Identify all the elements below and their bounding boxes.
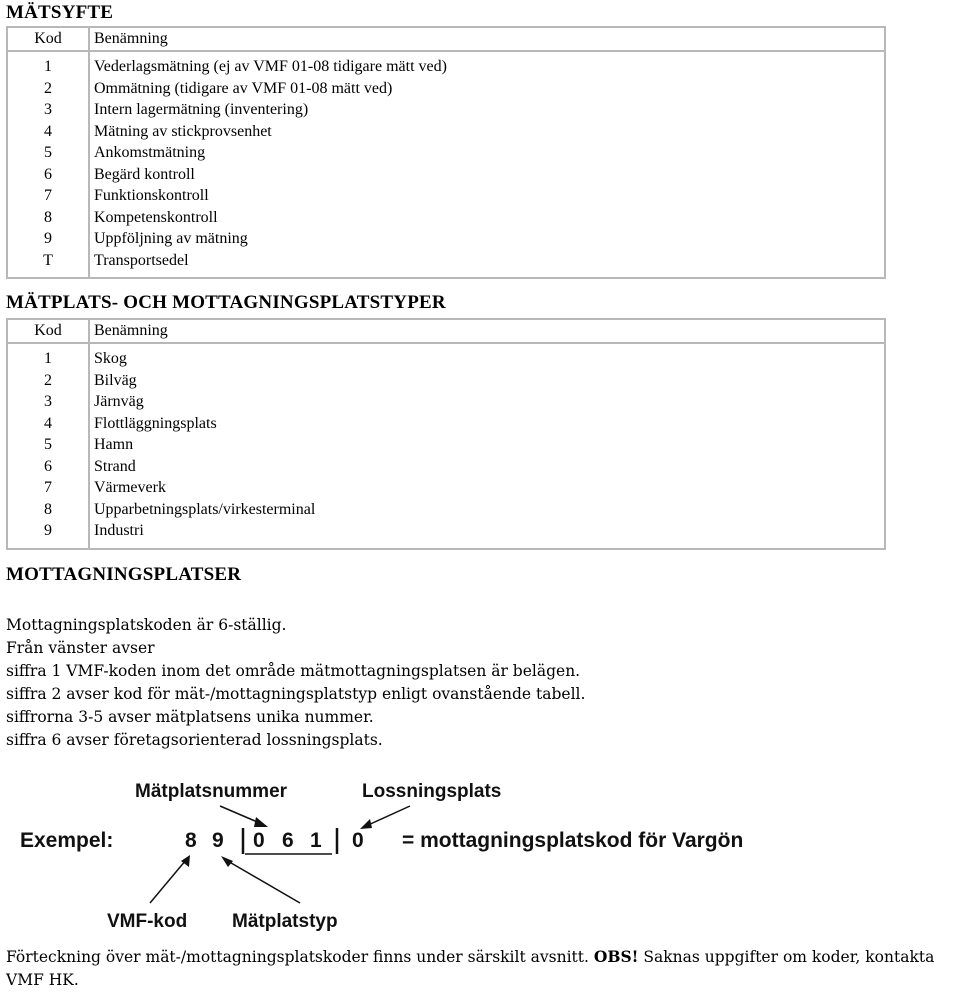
description-line: siffrorna 3-5 avser mätplatsens unika nummer. (6, 708, 374, 726)
example-diagram (0, 770, 960, 940)
mottagningsplatser-intro: Mottagningsplatskoden är 6-ställig. (6, 616, 287, 634)
digit-5: 1 (310, 829, 322, 852)
mottagningsplatser-description (6, 637, 585, 752)
table-row (8, 228, 884, 250)
digit-1: 8 (185, 829, 197, 852)
kod-cell: 9 (8, 228, 90, 250)
kod-cell: 8 (8, 499, 90, 521)
kod-cell: 6 (8, 164, 90, 186)
platstyper-heading: MÄTPLATS- OCH MOTTAGNINGSPLATSTYPER (6, 292, 446, 313)
benamning-cell: Upparbetningsplats/virkesterminal (94, 500, 316, 518)
table-row (8, 520, 884, 548)
kod-cell: T (8, 250, 90, 278)
table-row (8, 185, 884, 207)
arrow-matplatstyp (226, 860, 300, 903)
footer-text: Förteckning över mät-/mottagningsplatskoder finns under särskilt avsnitt. (6, 948, 589, 966)
matplatsnummer-label: Mätplatsnummer (135, 781, 288, 802)
table-row (8, 121, 884, 143)
matsyfte-table (6, 26, 886, 279)
kod-cell: 3 (8, 99, 90, 121)
benamning-cell: Värmeverk (94, 479, 166, 496)
kod-cell: 2 (8, 370, 90, 392)
footer-note (6, 945, 956, 992)
benamning-cell: Ankomstmätning (94, 144, 206, 161)
kod-cell: 2 (8, 78, 90, 100)
kod-cell: 5 (8, 434, 90, 456)
benamning-cell: Uppföljning av mätning (94, 230, 248, 247)
benamning-cell: Transportsedel (94, 251, 189, 269)
table-row (8, 164, 884, 186)
kod-cell: 9 (8, 520, 90, 548)
description-line: siffra 2 avser kod för mät-/mottagningsplatstyp enligt ovanstående tabell. (6, 685, 586, 703)
table-row (8, 250, 884, 278)
table-row (8, 99, 884, 121)
description-line: siffra 1 VMF-koden inom det område mätmottagningsplatsen är belägen. (6, 662, 581, 680)
benamning-cell: Flottläggningsplats (94, 414, 217, 432)
digit-2: 9 (212, 829, 224, 852)
table-row (8, 499, 884, 521)
footer-text-2: Saknas uppgifter om koder, kontakta VMF HK. (6, 948, 935, 989)
benamning-column-header: Benämning (90, 28, 884, 52)
description-line: siffra 6 avser företagsorienterad lossningsplats. (6, 731, 383, 749)
table-row (8, 477, 884, 499)
table-row (8, 456, 884, 478)
matsyfte-heading: MÄTSYFTE (6, 2, 114, 23)
table-header-row (8, 28, 884, 52)
table-row (8, 370, 884, 392)
benamning-cell: Funktionskontroll (94, 187, 209, 204)
kod-column-header: Kod (8, 320, 90, 344)
kod-cell: 1 (8, 52, 90, 78)
vmf-kod-label: VMF-kod (107, 911, 188, 932)
kod-cell: 4 (8, 121, 90, 143)
table-row (8, 207, 884, 229)
table-row (8, 344, 884, 370)
arrow-vmf-kod (150, 860, 186, 903)
benamning-cell: Begärd kontroll (94, 165, 195, 183)
digit-6: 0 (352, 829, 364, 852)
table-row (8, 52, 884, 78)
table-header-row (8, 320, 884, 344)
kod-cell: 7 (8, 477, 90, 499)
arrowhead (254, 817, 268, 827)
description-line: Från vänster avser (6, 639, 155, 657)
benamning-cell: Järnväg (94, 393, 144, 410)
exempel-label: Exempel: (20, 829, 114, 852)
lossningsplats-label: Lossningsplats (362, 781, 502, 802)
table-row (8, 142, 884, 164)
arrow-lossningsplats (366, 806, 410, 826)
benamning-cell: Mätning av stickprovsenhet (94, 122, 272, 140)
benamning-cell: Ommätning (tidigare av VMF 01-08 mätt ved) (94, 79, 393, 97)
kod-cell: 7 (8, 185, 90, 207)
kod-cell: 8 (8, 207, 90, 229)
benamning-cell: Strand (94, 457, 136, 475)
table-row (8, 434, 884, 456)
digit-4: 6 (282, 829, 294, 852)
kod-cell: 4 (8, 413, 90, 435)
table-row (8, 78, 884, 100)
benamning-cell: Industri (94, 522, 144, 539)
digit-3: 0 (253, 829, 265, 852)
arrowhead (221, 856, 233, 867)
result-text: = mottagningsplatskod för Vargön (402, 829, 744, 852)
kod-cell: 6 (8, 456, 90, 478)
benamning-cell: Skog (94, 350, 127, 367)
platstyper-table (6, 318, 886, 550)
table-row (8, 413, 884, 435)
obs-label: OBS! (593, 947, 639, 966)
benamning-column-header: Benämning (90, 320, 884, 344)
mottagningsplatser-heading: MOTTAGNINGSPLATSER (6, 564, 242, 585)
benamning-cell: Kompetenskontroll (94, 208, 218, 226)
benamning-cell: Hamn (94, 436, 134, 453)
benamning-cell: Vederlagsmätning (ej av VMF 01-08 tidigare mätt ved) (94, 58, 447, 75)
kod-cell: 5 (8, 142, 90, 164)
kod-cell: 3 (8, 391, 90, 413)
benamning-cell: Bilväg (94, 371, 137, 389)
matplatstyp-label: Mätplatstyp (232, 911, 338, 932)
arrowhead (360, 819, 372, 829)
kod-column-header: Kod (8, 28, 90, 52)
table-row (8, 391, 884, 413)
benamning-cell: Intern lagermätning (inventering) (94, 101, 309, 118)
kod-cell: 1 (8, 344, 90, 370)
